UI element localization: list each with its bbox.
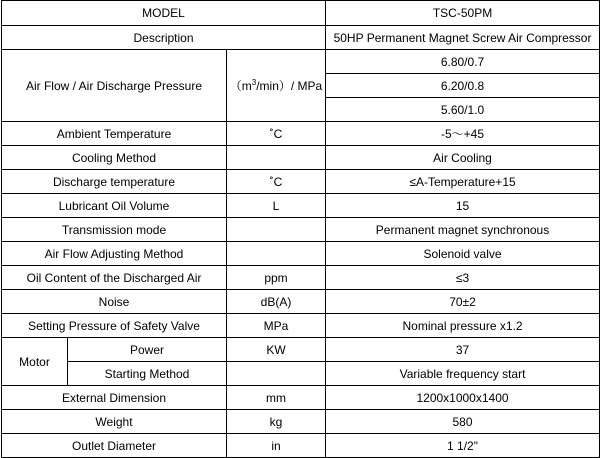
row-safety-valve-pressure xyxy=(2,314,600,338)
spec-label: Weight xyxy=(2,410,227,434)
row-outlet-diameter xyxy=(2,434,600,458)
spec-value: ≤A-Temperature+15 xyxy=(326,170,600,194)
spec-label: Oil Content of the Discharged Air xyxy=(2,266,227,290)
row-ambient-temperature xyxy=(2,122,600,146)
motor-starting-label: Starting Method xyxy=(68,362,227,386)
air-flow-unit-suffix: /min）/ MPa xyxy=(256,79,323,93)
spec-unit xyxy=(227,146,326,170)
air-flow-value-1: 6.80/0.7 xyxy=(326,50,600,74)
row-noise xyxy=(2,290,600,314)
spec-unit: ˚C xyxy=(227,122,326,146)
motor-starting-unit xyxy=(227,362,326,386)
spec-value: -5～+45 xyxy=(326,122,600,146)
row-motor-power xyxy=(2,338,600,362)
row-lubricant-oil-volume xyxy=(2,194,600,218)
row-motor-starting xyxy=(2,362,600,386)
spec-unit: MPa xyxy=(227,314,326,338)
air-flow-value-2: 6.20/0.8 xyxy=(326,74,600,98)
spec-unit: mm xyxy=(227,386,326,410)
motor-starting-value: Variable frequency start xyxy=(326,362,600,386)
spec-value: Air Cooling xyxy=(326,146,600,170)
spec-value: Solenoid valve xyxy=(326,242,600,266)
spec-label: Outlet Diameter xyxy=(2,434,227,458)
spec-label: Noise xyxy=(2,290,227,314)
row-air-flow-adjusting-method xyxy=(2,242,600,266)
spec-value: ≤3 xyxy=(326,266,600,290)
row-air-flow-1 xyxy=(2,50,600,74)
spec-value: 580 xyxy=(326,410,600,434)
motor-power-label: Power xyxy=(68,338,227,362)
spec-unit: kg xyxy=(227,410,326,434)
spec-value: Permanent magnet synchronous xyxy=(326,218,600,242)
spec-unit: ppm xyxy=(227,266,326,290)
spec-unit: in xyxy=(227,434,326,458)
air-flow-unit-prefix: （m xyxy=(229,79,252,93)
row-external-dimension xyxy=(2,386,600,410)
spec-unit: dB(A) xyxy=(227,290,326,314)
row-model xyxy=(2,1,600,26)
spec-value: 1200x1000x1400 xyxy=(326,386,600,410)
spec-value: 1 1/2" xyxy=(326,434,600,458)
motor-power-unit: KW xyxy=(227,338,326,362)
air-flow-unit xyxy=(227,50,326,122)
spec-table xyxy=(1,0,600,458)
spec-label: Cooling Method xyxy=(2,146,227,170)
spec-label: Setting Pressure of Safety Valve xyxy=(2,314,227,338)
spec-unit: L xyxy=(227,194,326,218)
spec-value: 15 xyxy=(326,194,600,218)
motor-label: Motor xyxy=(2,338,68,386)
spec-unit xyxy=(227,242,326,266)
spec-unit xyxy=(227,218,326,242)
row-weight xyxy=(2,410,600,434)
spec-label: External Dimension xyxy=(2,386,227,410)
description-label: Description xyxy=(2,26,326,50)
row-discharge-temperature xyxy=(2,170,600,194)
spec-label: Air Flow Adjusting Method xyxy=(2,242,227,266)
spec-label: Ambient Temperature xyxy=(2,122,227,146)
model-label: MODEL xyxy=(2,1,326,26)
spec-value: 70±2 xyxy=(326,290,600,314)
air-flow-value-3: 5.60/1.0 xyxy=(326,98,600,122)
spec-value: Nominal pressure x1.2 xyxy=(326,314,600,338)
air-flow-unit-exp: 3 xyxy=(251,78,257,87)
motor-power-value: 37 xyxy=(326,338,600,362)
spec-label: Discharge temperature xyxy=(2,170,227,194)
row-transmission-mode xyxy=(2,218,600,242)
air-flow-label: Air Flow / Air Discharge Pressure xyxy=(2,50,227,122)
description-value: 50HP Permanent Magnet Screw Air Compressor xyxy=(326,26,600,50)
row-cooling-method xyxy=(2,146,600,170)
spec-label: Transmission mode xyxy=(2,218,227,242)
spec-unit: ˚C xyxy=(227,170,326,194)
model-value: TSC-50PM xyxy=(326,1,600,26)
spec-label: Lubricant Oil Volume xyxy=(2,194,227,218)
row-oil-content xyxy=(2,266,600,290)
row-description xyxy=(2,26,600,50)
